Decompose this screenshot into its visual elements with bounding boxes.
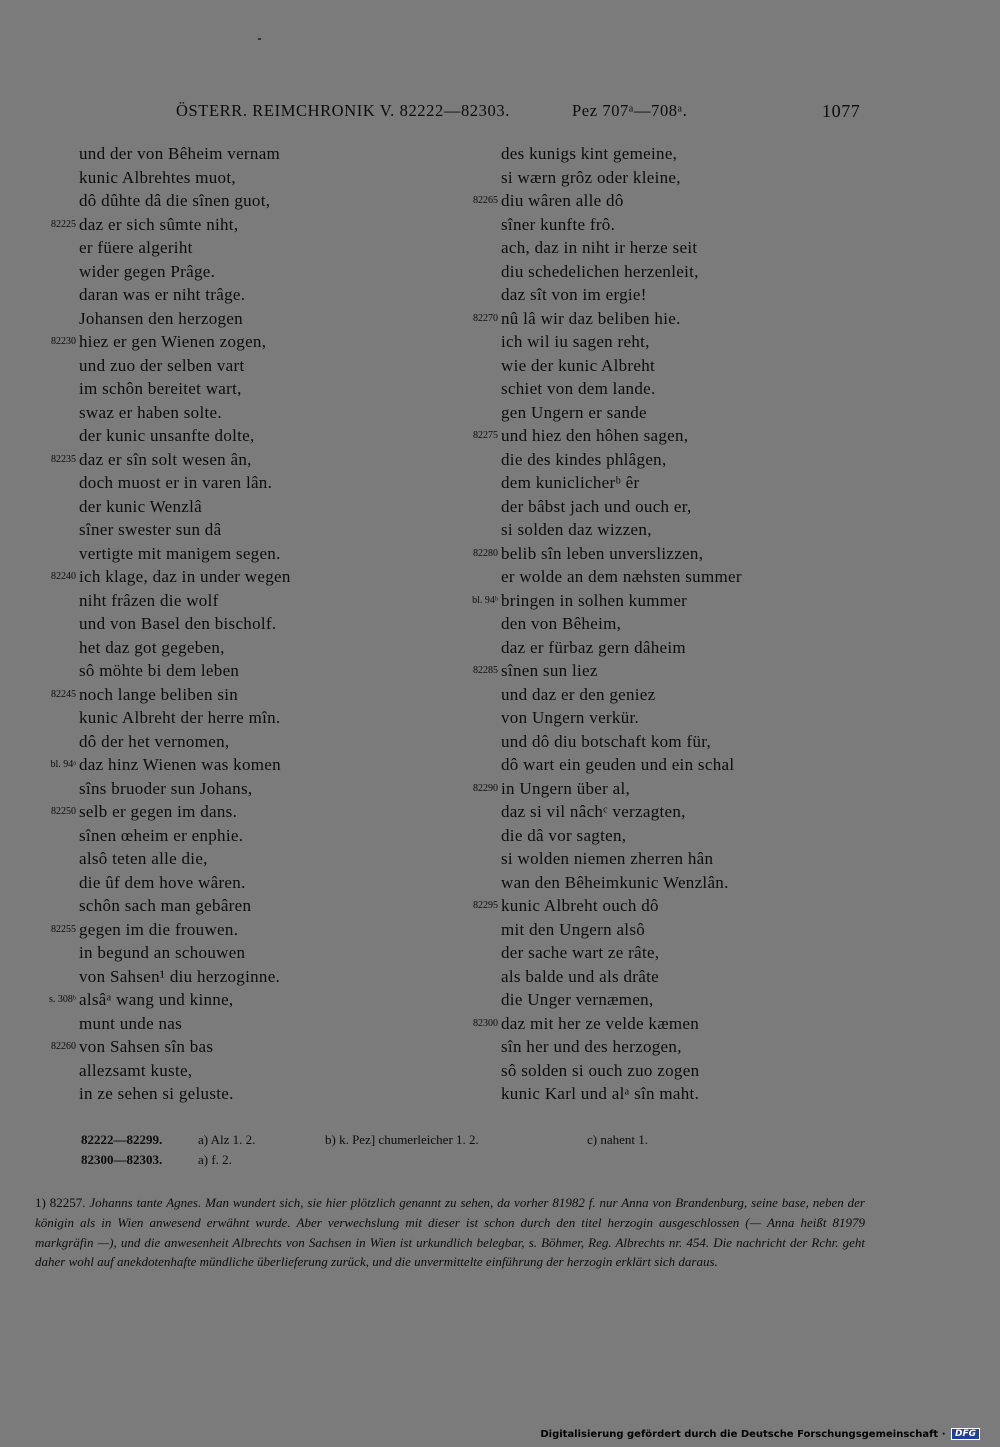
verse-line <box>0 377 440 401</box>
verse-line <box>440 988 860 1012</box>
verse-text: wan den Bêheimkunic Wenzlân. <box>501 872 729 892</box>
verse-line <box>0 424 440 448</box>
verse-text: kunic Albreht ouch dô <box>501 896 659 915</box>
verse-text: dô der het vernomen, <box>79 731 230 751</box>
verse-line <box>440 824 860 848</box>
verse-line <box>0 1082 440 1106</box>
verse-line <box>0 730 440 754</box>
verse-line <box>440 518 860 542</box>
verse-text: der bâbst jach und ouch er, <box>501 496 692 516</box>
verse-text: daz mit her ze velde kæmen <box>501 1013 700 1033</box>
verse-line <box>440 589 860 613</box>
verse-line <box>440 894 860 918</box>
verse-line <box>0 988 440 1012</box>
verse-text: daz sît von im ergie! <box>501 285 647 304</box>
verse-text: hiez er gen Wienen zogen, <box>79 332 267 351</box>
verse-text: kunic Karl und alᵃ sîn maht. <box>501 1084 700 1103</box>
verse-line <box>0 777 440 801</box>
verse-line <box>0 589 440 613</box>
verse-text: in ze sehen si geluste. <box>79 1084 234 1103</box>
verse-text: der kunic unsanfte dolte, <box>79 426 255 445</box>
line-number: 82300 <box>473 1017 498 1029</box>
verse-text: die dâ vor sagten, <box>501 825 627 845</box>
verse-text: sîn her und des herzogen, <box>501 1037 682 1056</box>
line-number: 82275 <box>473 430 498 441</box>
verse-text: daz er fürbaz gern dâheim <box>501 637 686 657</box>
verse-text: dem kuniclicherᵇ êr <box>501 473 640 492</box>
verse-text: si wærn grôz oder kleine, <box>501 167 681 187</box>
scan-speck <box>258 38 261 40</box>
verse-line <box>440 307 860 331</box>
verse-line <box>0 283 440 307</box>
line-number: bl. 94ᵃ <box>50 759 76 770</box>
apparatus-note-a: a) Alz 1. 2. <box>198 1132 256 1147</box>
verse-line <box>0 518 440 542</box>
verse-line <box>0 565 440 589</box>
verse-line <box>0 307 440 331</box>
line-number: 82285 <box>473 665 498 676</box>
verse-line <box>0 1059 440 1083</box>
verse-line <box>0 354 440 378</box>
verse-line <box>0 166 440 190</box>
verse-line <box>0 706 440 730</box>
verse-line <box>440 1082 860 1106</box>
verse-line <box>440 142 860 166</box>
verse-text: von Ungern verkür. <box>501 708 640 727</box>
apparatus-row <box>81 1130 881 1150</box>
verse-text: alsô teten alle die, <box>79 849 208 868</box>
verse-line <box>440 330 860 354</box>
verse-text: noch lange beliben sin <box>79 684 239 704</box>
verse-line <box>0 871 440 895</box>
verse-text: belib sîn leben unverslizzen, <box>501 543 704 563</box>
verse-text: in begund an schouwen <box>79 943 246 962</box>
verse-line <box>0 918 440 942</box>
verse-text: sô solden si ouch zuo zogen <box>501 1060 700 1080</box>
footnote-label: 1) 82257. <box>35 1195 86 1210</box>
verse-line <box>440 706 860 730</box>
verse-line <box>440 777 860 801</box>
verse-text: in Ungern über al, <box>501 778 631 798</box>
verse-text: diu schedelichen herzenleit, <box>501 261 699 281</box>
verse-text: wider gegen Prâge. <box>79 261 216 281</box>
verse-line <box>440 730 860 754</box>
verse-line <box>440 565 860 589</box>
verse-line <box>0 1012 440 1036</box>
verse-line <box>0 495 440 519</box>
verse-text: daz er sîn solt wesen ân, <box>79 449 252 469</box>
verse-text: dô dûhte dâ die sînen guot, <box>79 191 271 210</box>
verse-line <box>440 236 860 260</box>
verse-line <box>440 1012 860 1036</box>
verse-text: kunic Albreht der herre mîn. <box>79 708 281 727</box>
verse-line <box>0 636 440 660</box>
verse-line <box>440 354 860 378</box>
verse-line <box>0 612 440 636</box>
verse-line <box>0 800 440 824</box>
apparatus-range: 82300—82303. <box>81 1152 163 1167</box>
verse-text: sô möhte bi dem leben <box>79 661 240 680</box>
verse-line <box>440 260 860 284</box>
apparatus-note-a: a) f. 2. <box>198 1152 232 1167</box>
verse-text: daz hinz Wienen was komen <box>79 755 281 774</box>
verse-text: ich klage, daz in under wegen <box>79 567 291 586</box>
verse-text: alsâᵃ wang und kinne, <box>79 990 234 1009</box>
verse-text: von Sahsen¹ diu herzoginne. <box>79 966 281 986</box>
verse-text: er wolde an dem næhsten summer <box>501 567 742 586</box>
verse-line <box>0 659 440 683</box>
verse-line <box>440 871 860 895</box>
verse-text: selb er gegen im dans. <box>79 802 238 821</box>
verse-line <box>440 847 860 871</box>
verse-text: wie der kunic Albreht <box>501 355 656 375</box>
verse-text: mit den Ungern alsô <box>501 919 646 939</box>
verse-text: bringen in solhen kummer <box>501 590 688 610</box>
verse-text: als balde und als drâte <box>501 966 659 986</box>
line-number: 82235 <box>51 453 76 465</box>
verse-text: sîner swester sun dâ <box>79 520 222 539</box>
verse-line <box>0 1035 440 1059</box>
critical-apparatus <box>81 1130 881 1170</box>
verse-line <box>440 283 860 307</box>
verse-line <box>440 495 860 519</box>
verse-text: gen Ungern er sande <box>501 402 647 422</box>
line-number: 82265 <box>473 195 498 206</box>
apparatus-note-c: c) nahent 1. <box>587 1132 649 1147</box>
verse-line <box>0 236 440 260</box>
verse-text: ach, daz in niht ir herze seit <box>501 238 698 257</box>
verse-text: diu wâren alle dô <box>501 191 624 210</box>
line-number: s. 308ᵇ <box>49 994 76 1005</box>
verse-column-right <box>440 142 860 1106</box>
verse-line <box>0 142 440 166</box>
header-reference: Pez 707ᵃ—708ᵃ. <box>572 101 688 120</box>
apparatus-range: 82222—82299. <box>81 1132 163 1147</box>
verse-line <box>0 824 440 848</box>
verse-line <box>0 448 440 472</box>
verse-line <box>440 683 860 707</box>
line-number: 82225 <box>51 218 76 230</box>
verse-line <box>440 213 860 237</box>
verse-line <box>0 965 440 989</box>
verse-text: sînen œheim er enphie. <box>79 825 244 845</box>
line-number: 82290 <box>473 782 498 794</box>
verse-text: doch muost er in varen lân. <box>79 473 273 492</box>
verse-text: daran was er niht trâge. <box>79 285 246 304</box>
verse-text: und daz er den geniez <box>501 684 656 704</box>
line-number: 82250 <box>51 806 76 817</box>
dfg-logo-icon: DFG <box>951 1428 980 1440</box>
verse-text: der sache wart ze râte, <box>501 943 660 962</box>
verse-text: der kunic Wenzlâ <box>79 496 203 516</box>
verse-line <box>0 753 440 777</box>
verse-text: si solden daz wizzen, <box>501 520 652 539</box>
verse-text: die des kindes phlâgen, <box>501 449 667 469</box>
credit-text: Digitalisierung gefördert durch die Deutsche Forschungsgemeinschaft · <box>540 1429 946 1440</box>
verse-text: den von Bêheim, <box>501 614 622 633</box>
verse-text: daz si vil nâchᶜ verzagten, <box>501 802 686 821</box>
verse-text: sîner kunfte frô. <box>501 214 616 234</box>
verse-text: des kunigs kint gemeine, <box>501 144 678 163</box>
footnote-text: Johanns tante Agnes. Man wundert sich, sie hier plötzlich genannt zu sehen, da vorher 81982 f. nur Anna von Brandenburg, seine base, neben der königin als in Wien anwesend erwähnt wurde. Aber verwechslung mit dieser ist schon durch den titel herzogin ausgeschlossen (— Anna heißt 81979 markgräfin —), und die anwesenheit Albrechts von Sachsen in Wien ist urkundlich belegbar, s. Böhmer, Reg. Albrechts nr. 454. Die nachricht der Rchr. geht daher wohl auf anekdotenhafte mündliche überlieferung zurück, und die unvermittelte einführung der herzogin erklärt sich daraus. <box>35 1195 865 1270</box>
verse-line <box>440 401 860 425</box>
verse-text: von Sahsen sîn bas <box>79 1037 214 1056</box>
digitization-credit <box>540 1428 980 1440</box>
line-number: 82245 <box>51 688 76 700</box>
verse-line <box>440 1059 860 1083</box>
verse-text: sîns bruoder sun Johans, <box>79 778 253 798</box>
apparatus-note-b: b) k. Pez] chumerleicher 1. 2. <box>325 1132 479 1147</box>
verse-line <box>440 166 860 190</box>
verse-text: und zuo der selben vart <box>79 355 245 375</box>
verse-text: nû lâ wir daz beliben hie. <box>501 308 681 328</box>
verse-column-left <box>0 142 440 1106</box>
verse-line <box>0 260 440 284</box>
line-number: 82240 <box>51 571 76 582</box>
verse-text: si wolden niemen zherren hân <box>501 849 714 868</box>
verse-text: die Unger vernæmen, <box>501 990 654 1009</box>
line-number: 82270 <box>473 312 498 324</box>
verse-text: und dô diu botschaft kom für, <box>501 731 712 751</box>
verse-text: schiet von dem lande. <box>501 379 656 398</box>
verse-line <box>440 1035 860 1059</box>
verse-line <box>440 753 860 777</box>
footnote <box>35 1193 865 1272</box>
verse-line <box>440 800 860 824</box>
verse-text: und der von Bêheim vernam <box>79 144 281 163</box>
verse-line <box>440 542 860 566</box>
verse-line <box>440 424 860 448</box>
line-number: 82295 <box>473 900 498 911</box>
verse-line <box>440 612 860 636</box>
verse-line <box>0 213 440 237</box>
verse-line <box>440 941 860 965</box>
verse-text: er füere algeriht <box>79 238 193 257</box>
verse-line <box>440 377 860 401</box>
verse-text: die ûf dem hove wâren. <box>79 872 246 892</box>
verse-line <box>0 401 440 425</box>
verse-text: daz er sich sûmte niht, <box>79 214 239 234</box>
verse-line <box>0 894 440 918</box>
verse-text: und hiez den hôhen sagen, <box>501 426 689 445</box>
running-header <box>0 101 1000 125</box>
verse-text: het daz got gegeben, <box>79 637 225 657</box>
verse-text: munt unde nas <box>79 1013 183 1033</box>
line-number: bl. 94ᵇ <box>472 594 498 606</box>
verse-text: kunic Albrehtes muot, <box>79 167 236 187</box>
verse-line <box>440 659 860 683</box>
verse-text: vertigte mit manigem segen. <box>79 543 281 563</box>
verse-line <box>0 330 440 354</box>
verse-line <box>0 542 440 566</box>
verse-text: swaz er haben solte. <box>79 402 222 422</box>
verse-text: sînen sun liez <box>501 661 598 680</box>
page-number: 1077 <box>822 101 861 121</box>
verse-line <box>440 636 860 660</box>
apparatus-row <box>81 1150 881 1170</box>
verse-text: und von Basel den bischolf. <box>79 614 277 633</box>
verse-line <box>440 471 860 495</box>
verse-text: dô wart ein geuden und ein schal <box>501 755 735 774</box>
verse-text: gegen im die frouwen. <box>79 919 239 939</box>
line-number: 82255 <box>51 923 76 935</box>
verse-line <box>440 918 860 942</box>
line-number: 82230 <box>51 336 76 347</box>
verse-line <box>0 847 440 871</box>
verse-text: im schôn bereitet wart, <box>79 379 242 398</box>
verse-line <box>0 683 440 707</box>
verse-line <box>440 448 860 472</box>
line-number: 82280 <box>473 547 498 559</box>
verse-text: ich wil iu sagen reht, <box>501 332 650 351</box>
verse-line <box>0 189 440 213</box>
verse-text: niht frâzen die wolf <box>79 590 219 610</box>
verse-line <box>0 941 440 965</box>
line-number: 82260 <box>51 1041 76 1052</box>
verse-text: Johansen den herzogen <box>79 308 243 328</box>
verse-line <box>0 471 440 495</box>
verse-line <box>440 965 860 989</box>
verse-text: schôn sach man gebâren <box>79 896 252 915</box>
verse-text: allezsamt kuste, <box>79 1060 193 1080</box>
header-title: ÖSTERR. REIMCHRONIK V. 82222—82303. <box>176 101 510 120</box>
verse-line <box>440 189 860 213</box>
